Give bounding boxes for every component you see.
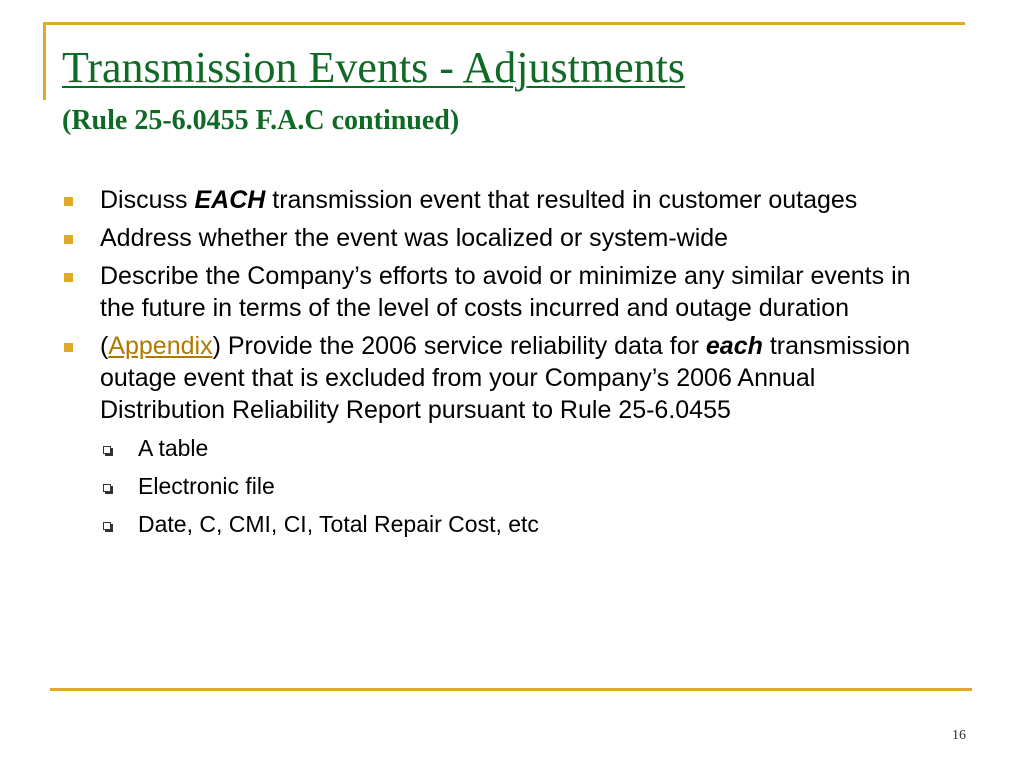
bullet-text: (Appendix) Provide the 2006 service reliability data for each transmission outage event that is excluded from your Company’s 2006 Annual Distribution Reliability Report pursuant to Rule 25-6.0455 <box>100 332 911 424</box>
emphasis-text: each <box>705 332 763 360</box>
page-number: 16 <box>952 728 966 743</box>
footer-rule <box>50 688 972 691</box>
bullet-text: Describe the Company’s efforts to avoid or minimize any similar events in the future in terms of the level of costs incurred and outage duration <box>100 262 911 322</box>
box-bullet-icon <box>102 470 138 502</box>
slide-title: Transmission Events - Adjustments <box>62 43 685 92</box>
sub-bullet-text: Electronic file <box>138 473 275 499</box>
bullet-item-address <box>64 222 944 254</box>
title-vertical-rule <box>43 22 46 100</box>
square-bullet-icon <box>64 330 100 362</box>
box-bullet-icon <box>102 432 138 464</box>
bullet-item-discuss <box>64 184 944 216</box>
sub-bullet-text: A table <box>138 435 209 461</box>
box-bullet-icon <box>102 508 138 540</box>
bullet-item-describe <box>64 260 944 324</box>
bullet-text: Discuss EACH transmission event that resulted in customer outages <box>100 186 858 214</box>
bullet-text: Address whether the event was localized or system-wide <box>100 224 729 252</box>
sub-bullet-text: Date, C, CMI, CI, Total Repair Cost, etc <box>138 511 539 537</box>
sub-bullet-item <box>102 432 944 464</box>
square-bullet-icon <box>64 222 100 254</box>
appendix-link[interactable]: Appendix <box>108 332 213 360</box>
title-top-rule <box>43 22 965 25</box>
bullet-list <box>64 184 944 546</box>
square-bullet-icon <box>64 184 100 216</box>
bullet-item-appendix <box>64 330 944 426</box>
square-bullet-icon <box>64 260 100 292</box>
sub-bullet-item <box>102 508 944 540</box>
slide-subtitle: (Rule 25-6.0455 F.A.C continued) <box>62 105 460 136</box>
sub-bullet-item <box>102 470 944 502</box>
emphasis-text: EACH <box>194 186 266 214</box>
